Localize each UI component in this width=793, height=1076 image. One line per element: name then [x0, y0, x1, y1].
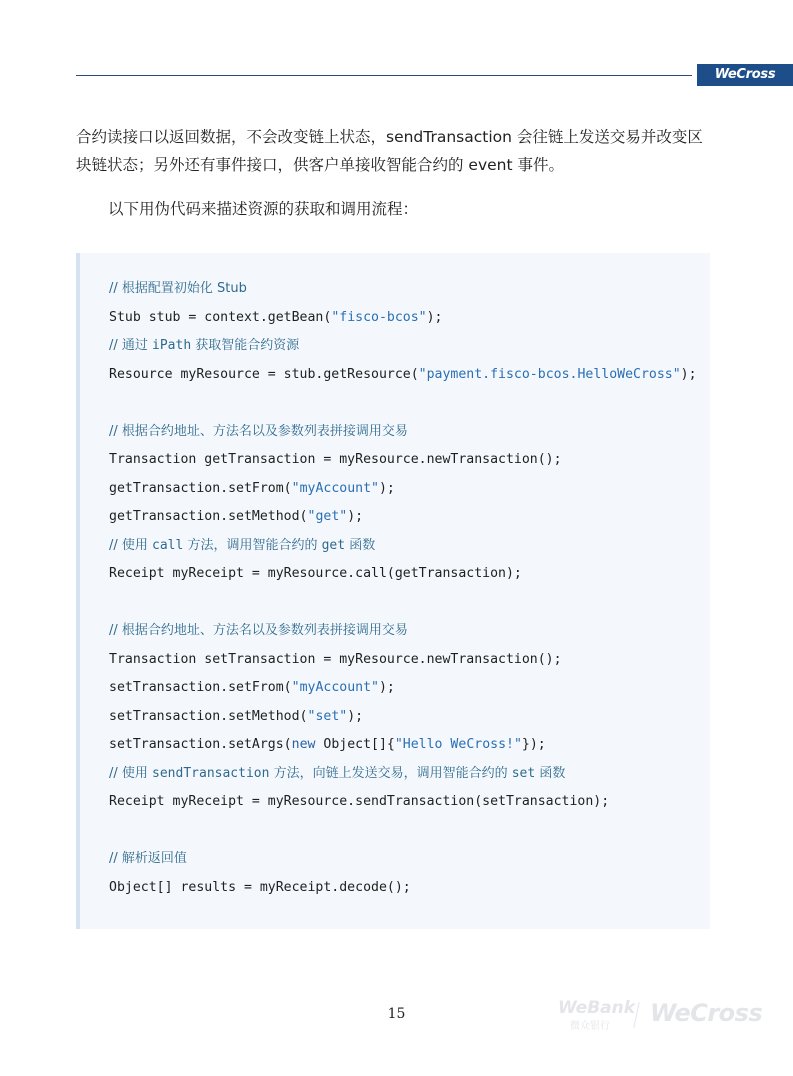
code-text: ); — [347, 708, 364, 724]
code-comment — [109, 617, 697, 646]
code-keyword: new — [291, 737, 316, 752]
code-text: }); — [521, 737, 546, 752]
webank-logo-cn: 微众银行 — [570, 1021, 610, 1032]
code-string: "myAccount" — [291, 480, 379, 496]
code-line — [109, 874, 697, 903]
comment-code: call — [152, 537, 184, 553]
code-string: "Hello WeCross!" — [394, 737, 522, 752]
code-line — [109, 674, 697, 703]
code-lines — [109, 275, 697, 902]
code-line — [109, 560, 697, 589]
code-line — [109, 503, 697, 532]
comment-code: sendTransaction — [152, 765, 270, 781]
code-text: setTransaction.setArgs( — [109, 737, 292, 752]
code-text: ); — [680, 366, 697, 382]
code-text: Receipt myReceipt = myResource.sendTransaction(setTransaction); — [109, 794, 610, 809]
code-text: ); — [378, 480, 395, 496]
comment-part: 获取智能合约资源 — [191, 338, 300, 353]
code-text: Resource myResource = stub.getResource( — [109, 366, 419, 382]
code-line — [109, 475, 697, 504]
code-text: ); — [426, 309, 443, 325]
comment-text: // 根据配置初始化 Stub — [109, 281, 247, 296]
comment-part: 函数 — [535, 765, 566, 781]
comment-text: // 根据合约地址、方法名以及参数列表拼接调用交易 — [109, 423, 408, 439]
code-text: Transaction setTransaction = myResource.newTransaction(); — [109, 651, 562, 667]
code-text: ); — [347, 509, 364, 524]
intro-paragraph — [76, 123, 726, 179]
code-text: Object[]{ — [315, 737, 395, 752]
blank-line — [109, 589, 697, 618]
footer-logo — [556, 996, 766, 1032]
blank-line — [109, 817, 697, 846]
code-line — [109, 646, 697, 675]
code-line — [109, 304, 697, 333]
code-line — [109, 703, 697, 732]
page-number: 15 — [387, 1006, 406, 1022]
comment-part: 方法，调用智能合约的 — [183, 537, 322, 553]
code-comment — [109, 332, 697, 361]
comment-part: 函数 — [345, 537, 376, 553]
comment-text: // 根据合约地址、方法名以及参数列表拼接调用交易 — [109, 623, 408, 638]
comment-part: 方法，向链上发送交易，调用智能合约的 — [269, 765, 512, 781]
wecross-header-logo: WeCross — [697, 64, 793, 86]
code-text: Transaction getTransaction = myResource.newTransaction(); — [109, 452, 562, 467]
intro-line-2: 块链状态；另外还有事件接口，供客户单接收智能合约的 event 事件。 — [76, 156, 565, 174]
code-comment — [109, 760, 697, 789]
code-line — [109, 446, 697, 475]
webank-logo: WeBank — [558, 998, 636, 1018]
comment-text — [109, 766, 565, 781]
pseudo-code-intro: 以下用伪代码来描述资源的获取和调用流程： — [108, 200, 419, 218]
code-string: "get" — [307, 509, 348, 524]
code-text: ); — [378, 680, 395, 695]
code-string: "payment.fisco-bcos.HelloWeCross" — [418, 366, 681, 382]
comment-part: // 使用 — [109, 765, 153, 781]
comment-part: // 通过 — [109, 338, 153, 353]
code-text: Object[] results = myReceipt.decode(); — [109, 879, 411, 895]
code-comment — [109, 418, 697, 447]
wecross-footer-logo: WeCross — [650, 999, 763, 1027]
code-text: setTransaction.setFrom( — [109, 680, 292, 695]
code-text: getTransaction.setMethod( — [109, 509, 308, 524]
code-text: setTransaction.setMethod( — [109, 708, 308, 724]
comment-text: // 解析返回值 — [109, 851, 187, 866]
code-text: Stub stub = context.getBean( — [109, 309, 332, 325]
blank-line — [109, 389, 697, 418]
comment-text — [109, 538, 375, 553]
code-text: Receipt myReceipt = myResource.call(getTransaction); — [109, 566, 522, 581]
code-line — [109, 361, 697, 390]
header-rule — [76, 75, 692, 76]
code-string: "fisco-bcos" — [331, 309, 427, 325]
code-string: "set" — [307, 708, 348, 724]
code-line — [109, 731, 697, 760]
comment-part: // 使用 — [109, 537, 153, 553]
comment-code: iPath — [152, 338, 192, 353]
comment-code: get — [321, 537, 346, 553]
comment-text — [109, 338, 299, 353]
code-comment — [109, 275, 697, 304]
code-comment — [109, 532, 697, 561]
code-text: getTransaction.setFrom( — [109, 480, 292, 496]
code-comment — [109, 845, 697, 874]
intro-line-1: 合约读接口以返回数据，不会改变链上状态，sendTransaction 会往链上发送交易并改变区 — [76, 128, 703, 146]
code-line — [109, 788, 697, 817]
comment-code: set — [511, 765, 536, 781]
code-string: "myAccount" — [291, 680, 379, 695]
